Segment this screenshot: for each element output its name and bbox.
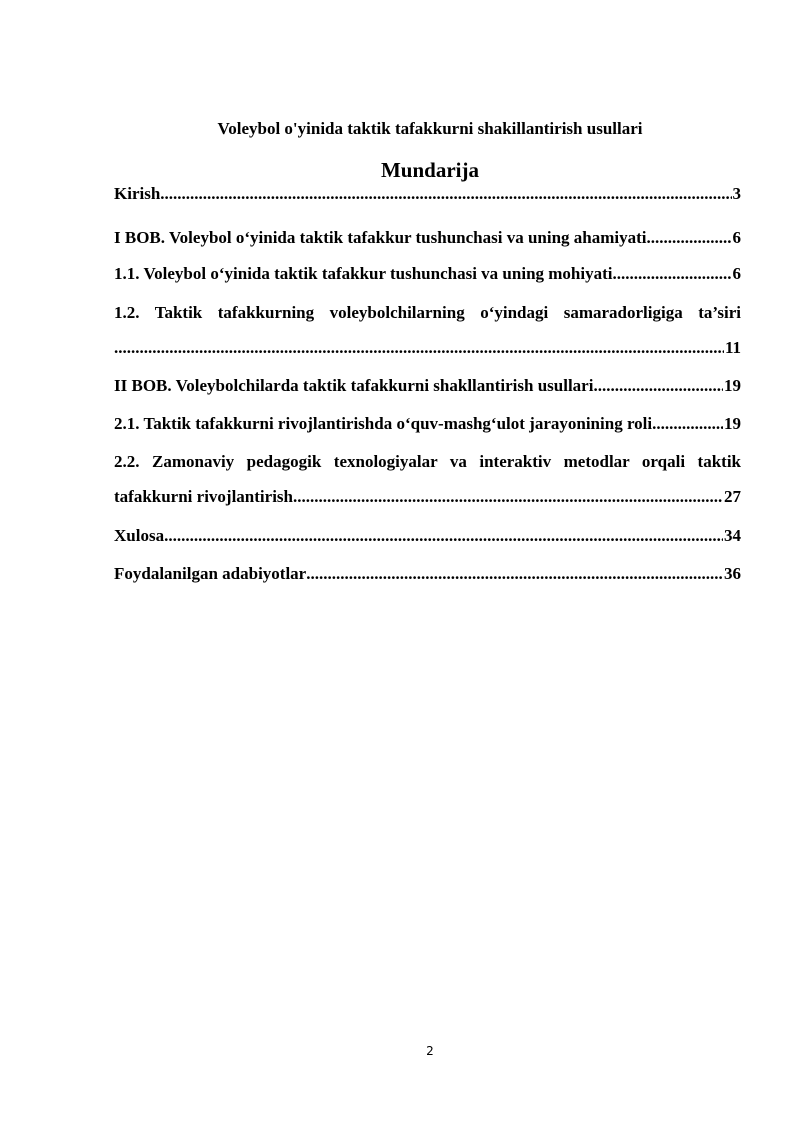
- toc-leader: [652, 414, 723, 434]
- toc-entry-chapter-2[interactable]: [114, 376, 741, 398]
- toc-leader: [593, 376, 723, 396]
- toc-entry-label: 2.2. Zamonaviy pedagogik texnologiyalar va interaktiv metodlar orqali taktik: [114, 452, 741, 471]
- toc-entry-page: 27: [724, 487, 741, 506]
- toc-entry-section-2-2-continuation[interactable]: [114, 487, 741, 509]
- toc-entry-label: 1.2. Taktik tafakkurning voleybolchilarning o‘yindagi samaradorligiga ta’siri: [114, 303, 741, 322]
- toc-entry-references[interactable]: [114, 564, 741, 586]
- toc-entry-section-1-1[interactable]: [114, 264, 741, 286]
- toc-entry-section-2-1[interactable]: [114, 414, 741, 436]
- toc-entry-page: 6: [732, 228, 741, 247]
- toc-entry-label: 1.1. Voleybol o‘yinida taktik tafakkur tushunchasi va uning mohiyati: [114, 264, 613, 283]
- toc-leader: [306, 564, 723, 584]
- toc-entry-section-1-2[interactable]: [114, 303, 741, 325]
- toc-heading: Mundarija: [380, 158, 479, 182]
- document-title: Voleybol o'yinida taktik tafakkurni shakillantirish usullari: [217, 119, 643, 138]
- toc-entry-kirish[interactable]: [114, 184, 741, 206]
- toc-entry-label: Foydalanilgan adabiyotlar: [114, 564, 307, 583]
- toc-entry-label-continuation: tafakkurni rivojlantirish: [114, 487, 293, 506]
- toc-entry-page: 3: [732, 184, 741, 203]
- toc-leader: [613, 264, 732, 284]
- toc-entry-label: II BOB. Voleybolchilarda taktik tafakkurni shakllantirish usullari: [114, 376, 594, 395]
- toc-entry-page: 36: [724, 564, 741, 583]
- toc-leader: [114, 338, 724, 358]
- page-number: 2: [426, 1044, 434, 1058]
- toc-entry-label: Xulosa: [114, 526, 165, 545]
- toc-entry-page: 6: [732, 264, 741, 283]
- toc-leader: [164, 526, 723, 546]
- toc-entry-label: I BOB. Voleybol o‘yinida taktik tafakkur tushunchasi va uning ahamiyati: [114, 228, 647, 247]
- toc-entry-section-2-2[interactable]: [114, 452, 741, 474]
- toc-leader: [647, 228, 732, 248]
- toc-entry-section-1-2-continuation[interactable]: [114, 338, 741, 360]
- toc-entry-label: Kirish: [114, 184, 161, 203]
- toc-entry-page: 19: [724, 376, 741, 395]
- toc-entry-page: 34: [724, 526, 741, 545]
- toc-entry-page: 11: [724, 338, 741, 357]
- toc-entry-chapter-1[interactable]: [114, 228, 741, 250]
- toc-leader: [160, 184, 731, 204]
- toc-entry-label: 2.1. Taktik tafakkurni rivojlantirishda o‘quv-mashg‘ulot jarayonining roli: [114, 414, 653, 433]
- toc-entry-page: 19: [724, 414, 741, 433]
- toc-leader: [293, 487, 723, 507]
- toc-entry-conclusion[interactable]: [114, 526, 741, 548]
